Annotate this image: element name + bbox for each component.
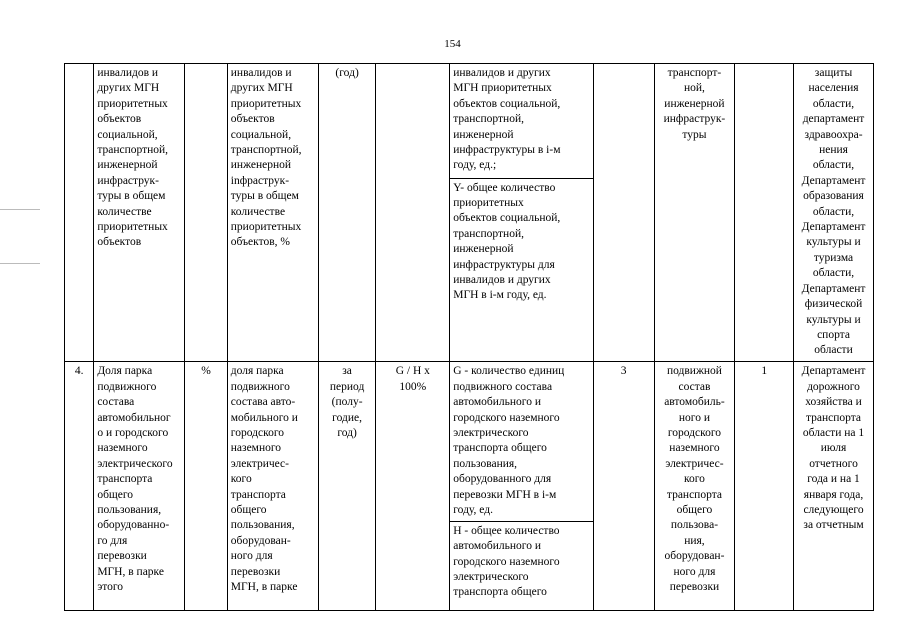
margin-mark (0, 263, 40, 264)
cell-variable: G - количество единиц подвижного состава автомобильного и городского наземного электрического транспорта общего пользования, оборудованного для перевозки МГН в i-м году, ед. (450, 362, 594, 521)
cell-source: транспорт- ной, инженерной инфраструк- туры (654, 64, 735, 362)
cell-code2: 1 (735, 362, 794, 611)
cell-code2 (735, 64, 794, 362)
cell-formula: G / H x 100% (376, 362, 450, 611)
page-number: 154 (444, 38, 461, 50)
cell-source: подвижной состав автомобиль- ного и городского наземного электричес- кого транспорта общего пользова- ния, оборудован- ного для перевозки (654, 362, 735, 611)
cell-variable: Н - общее количество автомобильного и городского наземного электрического транспорта общего (450, 521, 594, 610)
cell-variable: инвалидов и других МГН приоритетных объектов социальной, транспортной, инженерной инфраструктуры в i-м году, ед.; (450, 64, 594, 179)
cell-indicator-name: Доля парка подвижного состава автомобильног о и городского наземного электрического транспорта общего пользования, оборудованно- го для перевозки МГН, в парке этого (94, 362, 185, 611)
cell-unit: % (185, 362, 227, 611)
table-row (65, 362, 874, 521)
cell-code: 3 (593, 362, 654, 611)
cell-num: 4. (65, 362, 94, 611)
cell-unit (185, 64, 227, 362)
cell-formula (376, 64, 450, 362)
cell-responsible: Департамент дорожного хозяйства и транспорта области на 1 июля отчетного года и на 1 января года, следующего за отчетным (794, 362, 874, 611)
cell-period: за период (полу- годие, год) (318, 362, 376, 611)
margin-mark (0, 209, 40, 210)
cell-definition: доля парка подвижного состава авто- мобильного и городского наземного электричес- кого транспорта общего пользования, оборудован- ного для перевозки МГН, в парке (227, 362, 318, 611)
indicators-table (64, 63, 874, 611)
cell-code (593, 64, 654, 362)
cell-period: (год) (318, 64, 376, 362)
cell-responsible: защиты населения области, департамент здравоохра- нения области, Департамент образования области, Департамент культуры и туризма области, Департамент физической культуры и спорта области (794, 64, 874, 362)
cell-variable: Y- общее количество приоритетных объектов социальной, транспортной, инженерной инфраструктуры для инвалидов и других МГН в i-м году, ед. (450, 178, 594, 362)
table-row (65, 64, 874, 179)
cell-definition: инвалидов и других МГН приоритетных объектов социальной, транспортной, инженерной inфраструк- туры в общем количестве приоритетных объектов, % (227, 64, 318, 362)
cell-num (65, 64, 94, 362)
cell-indicator-name: инвалидов и других МГН приоритетных объектов социальной, транспортной, инженерной инфраструк- туры в общем количестве приоритетных объектов (94, 64, 185, 362)
